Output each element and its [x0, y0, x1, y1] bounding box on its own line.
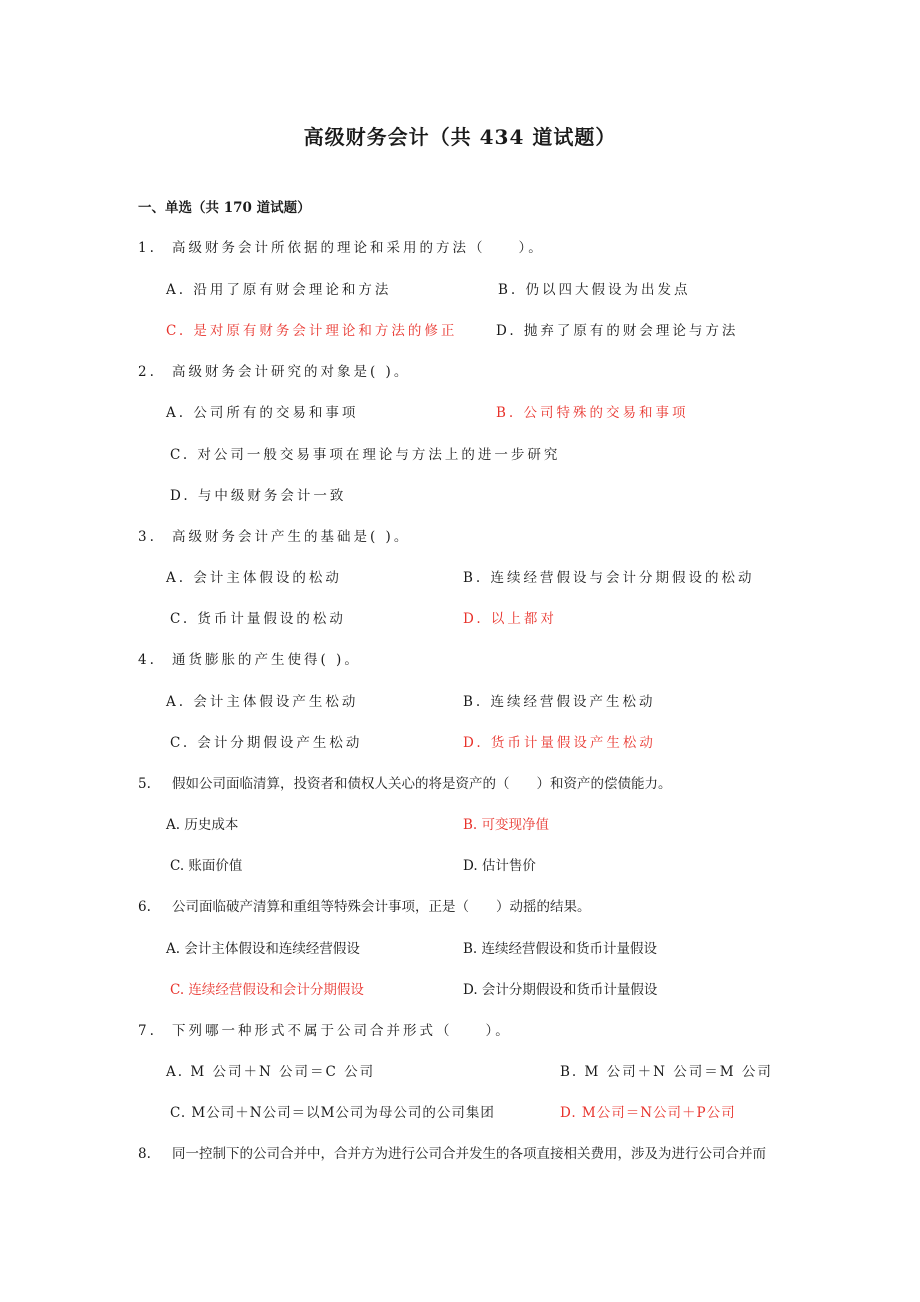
option-b: B. 连续经营假设与会计分期假设的松动: [463, 570, 755, 586]
option-c: C. M公司＋N公司＝以M公司为母公司的公司集团: [170, 1105, 495, 1121]
question-text: 同一控制下的公司合并中，合并方为进行公司合并发生的各项直接相关费用，涉及为进行公司合并而: [172, 1146, 766, 1162]
option-a: A. 会计主体假设产生松动: [166, 694, 359, 710]
question-number: 5.: [138, 776, 151, 792]
question-number: 4.: [138, 652, 157, 668]
question-5: [138, 772, 672, 792]
option-b: B. 连续经营假设产生松动: [463, 694, 656, 710]
question-number: 8.: [138, 1146, 151, 1162]
option-a: A. 会计主体假设和连续经营假设: [166, 941, 360, 957]
question-number: 3.: [138, 529, 157, 545]
option-b-answer: B. 可变现净值: [463, 817, 550, 833]
option-c: C. 对公司一般交易事项在理论与方法上的进一步研究: [170, 447, 561, 463]
option-c: C. 账面价值: [170, 858, 243, 874]
option-a: A. 历史成本: [166, 817, 239, 833]
question-text: 公司面临破产清算和重组等特殊会计事项，正是（ ）动摇的结果。: [172, 899, 591, 915]
option-b: B. 仍以四大假设为出发点: [498, 282, 691, 298]
option-c: C. 货币计量假设的松动: [170, 611, 346, 627]
option-a: A. 公司所有的交易和事项: [166, 405, 359, 421]
option-a: A. 沿用了原有财会理论和方法: [166, 282, 392, 298]
option-d: D. 估计售价: [463, 858, 536, 874]
option-b-answer: B. 公司特殊的交易和事项: [496, 405, 689, 421]
question-text: 通货膨胀的产生使得( )。: [172, 652, 361, 668]
section-heading: 一、单选（共 170 道试题）: [138, 200, 311, 216]
question-8: [138, 1142, 766, 1162]
question-number: 6.: [138, 899, 151, 915]
question-text: 假如公司面临清算，投资者和债权人关心的将是资产的（ ）和资产的偿债能力。: [172, 776, 672, 792]
question-text: 高级财务会计产生的基础是( )。: [172, 529, 411, 545]
option-b: B. 连续经营假设和货币计量假设: [463, 941, 658, 957]
option-d: D. 会计分期假设和货币计量假设: [463, 982, 658, 998]
question-number: 1.: [138, 240, 157, 256]
question-2: [138, 360, 410, 380]
question-7: [138, 1019, 512, 1039]
option-d: D. 抛弃了原有的财会理论与方法: [496, 323, 739, 339]
question-text: 高级财务会计所依据的理论和采用的方法（ ）。: [172, 240, 545, 256]
option-b: B. M 公司＋N 公司＝M 公司: [560, 1064, 773, 1080]
question-6: [138, 895, 591, 915]
option-c: C. 会计分期假设产生松动: [170, 735, 363, 751]
question-text: 下列哪一种形式不属于公司合并形式（ ）。: [172, 1023, 512, 1039]
question-1: [138, 236, 545, 256]
question-3: [138, 525, 410, 545]
option-a: A. 会计主体假设的松动: [166, 570, 342, 586]
option-a: A. M 公司＋N 公司＝C 公司: [166, 1064, 376, 1080]
option-d-answer: D. 货币计量假设产生松动: [463, 735, 656, 751]
question-4: [138, 648, 361, 668]
page-title: 高级财务会计（共 434 道试题）: [303, 125, 617, 149]
option-d-answer: D. M公司＝N公司＋P公司: [560, 1105, 736, 1121]
option-d: D. 与中级财务会计一致: [170, 488, 347, 504]
option-c-answer: C. 连续经营假设和会计分期假设: [170, 982, 364, 998]
option-d-answer: D. 以上都对: [463, 611, 557, 627]
question-number: 7.: [138, 1023, 157, 1039]
option-c-answer: C. 是对原有财务会计理论和方法的修正: [166, 323, 458, 339]
question-number: 2.: [138, 364, 157, 380]
question-text: 高级财务会计研究的对象是( )。: [172, 364, 411, 380]
